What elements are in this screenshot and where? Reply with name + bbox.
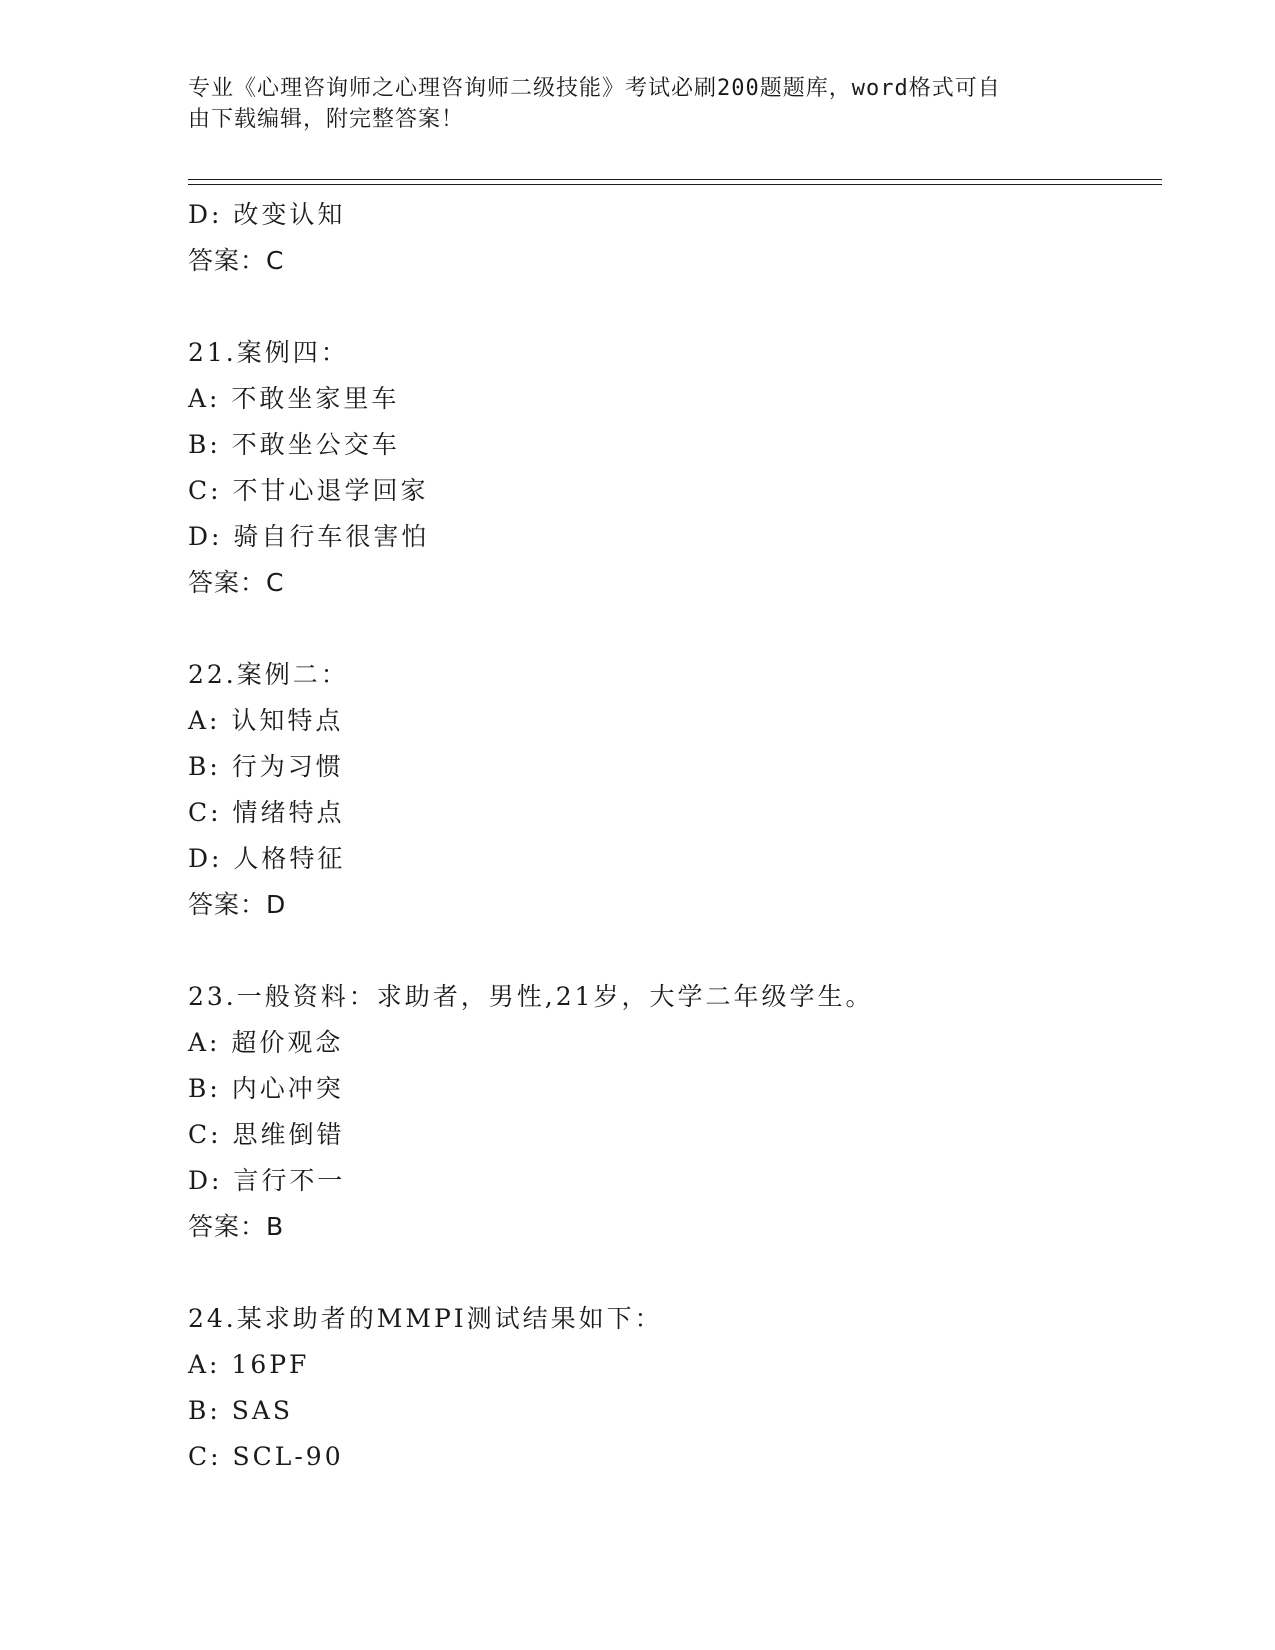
option-b: B: 行为习惯 (188, 752, 344, 781)
question-23 (188, 974, 1148, 1250)
question-stem: 21.案例四： (188, 338, 349, 367)
answer: 答案：C (188, 568, 285, 597)
header-line-2: 由下载编辑，附完整答案！ (188, 107, 465, 132)
question-21 (188, 330, 1148, 606)
question-stem: 24.某求助者的MMPI测试结果如下： (188, 1304, 663, 1333)
option-d: D: 骑自行车很害怕 (188, 522, 430, 551)
option-c: C: 思维倒错 (188, 1120, 345, 1149)
prev-option-d: D: 改变认知 (188, 200, 346, 229)
answer: 答案：B (188, 1212, 285, 1241)
question-stem: 22.案例二： (188, 660, 349, 689)
option-a: A: 超价观念 (188, 1028, 344, 1057)
question-content (188, 192, 1148, 1480)
spacer (188, 928, 1148, 974)
option-d: D: 言行不一 (188, 1166, 346, 1195)
spacer (188, 284, 1148, 330)
option-d: D: 人格特征 (188, 844, 346, 873)
option-c: C: SCL-90 (188, 1442, 344, 1471)
option-b: B: SAS (188, 1396, 294, 1425)
answer: 答案：D (188, 890, 287, 919)
option-c: C: 情绪特点 (188, 798, 345, 827)
option-a: A: 不敢坐家里车 (188, 384, 400, 413)
question-22 (188, 652, 1148, 928)
header-line-1: 专业《心理咨询师之心理咨询师二级技能》考试必刷200题题库，word格式可自 (188, 76, 1001, 101)
option-b: B: 内心冲突 (188, 1074, 344, 1103)
prev-answer: 答案：C (188, 246, 285, 275)
option-a: A: 16PF (188, 1350, 310, 1379)
question-stem: 23.一般资料：求助者，男性,21岁，大学二年级学生。 (188, 982, 874, 1011)
document-header (188, 73, 1078, 135)
header-double-rule (188, 179, 1162, 185)
spacer (188, 1250, 1148, 1296)
option-b: B: 不敢坐公交车 (188, 430, 400, 459)
option-c: C: 不甘心退学回家 (188, 476, 429, 505)
spacer (188, 606, 1148, 652)
question-24 (188, 1296, 1148, 1480)
option-a: A: 认知特点 (188, 706, 344, 735)
